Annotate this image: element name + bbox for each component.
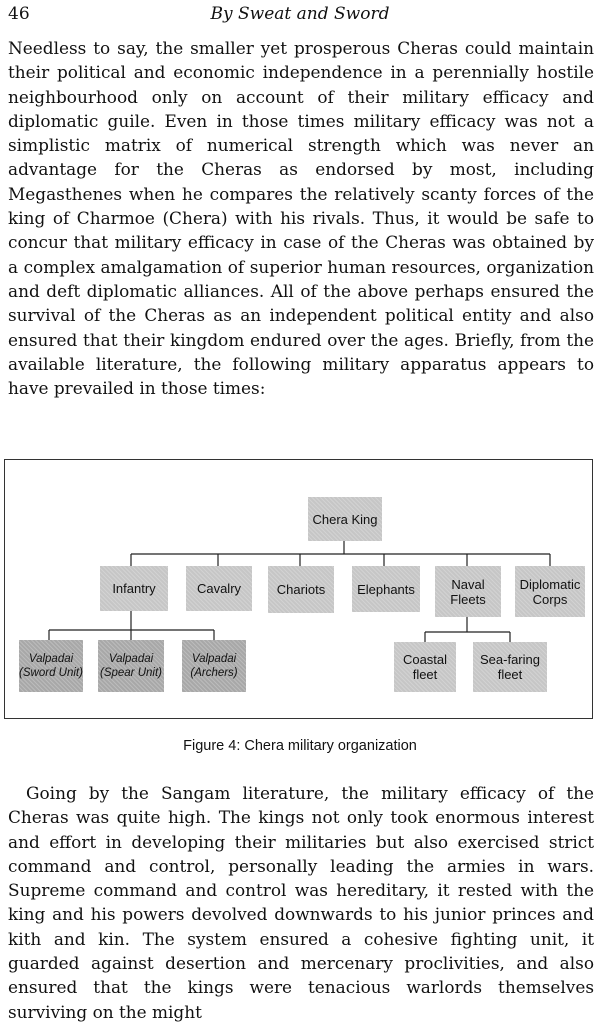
figure-caption: Figure 4: Chera military organization — [183, 738, 417, 754]
node-diplomatic-corps: Diplomatic Corps — [515, 566, 585, 617]
valpadai-archers-name: Valpadai — [191, 653, 237, 665]
page-header — [8, 2, 592, 28]
node-elephants: Elephants — [352, 566, 420, 612]
node-valpadai-spear — [98, 640, 164, 692]
valpadai-sword-name: Valpadai — [28, 653, 74, 665]
valpadai-archers-detail: (Archers) — [190, 667, 238, 679]
node-chera-king: Chera King — [308, 497, 382, 541]
node-seafaring-fleet: Sea-faring fleet — [473, 642, 547, 692]
node-valpadai-sword — [19, 640, 83, 692]
org-chart-figure — [4, 459, 593, 719]
valpadai-sword-detail: (Sword Unit) — [19, 667, 83, 679]
valpadai-spear-detail: (Spear Unit) — [100, 667, 162, 679]
page-number: 46 — [8, 4, 30, 24]
node-cavalry: Cavalry — [186, 566, 252, 611]
node-coastal-fleet: Coastal fleet — [394, 642, 456, 692]
node-chariots: Chariots — [268, 566, 334, 613]
valpadai-spear-name: Valpadai — [108, 653, 154, 665]
running-title: By Sweat and Sword — [210, 4, 390, 24]
node-infantry: Infantry — [100, 566, 168, 611]
node-valpadai-archers — [182, 640, 246, 692]
paragraph-2: Going by the Sangam literature, the military efficacy of the Cheras was quite high. The kings not only took enormous interest and effort in developing their militaries but also exercised strict command and control, personally leading the armies in wars. Supreme command and control was hereditary, it rested with the king and his powers devolved downwards to his junior princes and kith and kin. The system ensured a cohesive fighting unit, it guarded against desertion and mercenary proclivities, and also ensured that the kings were tenacious warlords themselves surviving on the might — [8, 783, 594, 1022]
paragraph-1: Needless to say, the smaller yet prosperous Cheras could maintain their political and economic independence in a perennially hostile neighbourhood only on account of their military efficacy and diplomatic guile. Even in those times military efficacy was not a simplistic matrix of numerical strength which was never an advantage for the Cheras as endorsed by most, including Megasthenes when he compares the relatively scanty forces of the king of Charmoe (Chera) with his rivals. Thus, it would be safe to concur that military efficacy in case of the Cheras was obtained by a complex amalgamation of superior human resources, organization and deft diplomatic alliances. All of the above perhaps ensured the survival of the Cheras as an independent political entity and also ensured that their kingdom endured over the ages. Briefly, from the available literature, the following military apparatus appears to have prevailed in those times: — [8, 38, 594, 399]
node-naval-fleets: Naval Fleets — [435, 566, 501, 617]
